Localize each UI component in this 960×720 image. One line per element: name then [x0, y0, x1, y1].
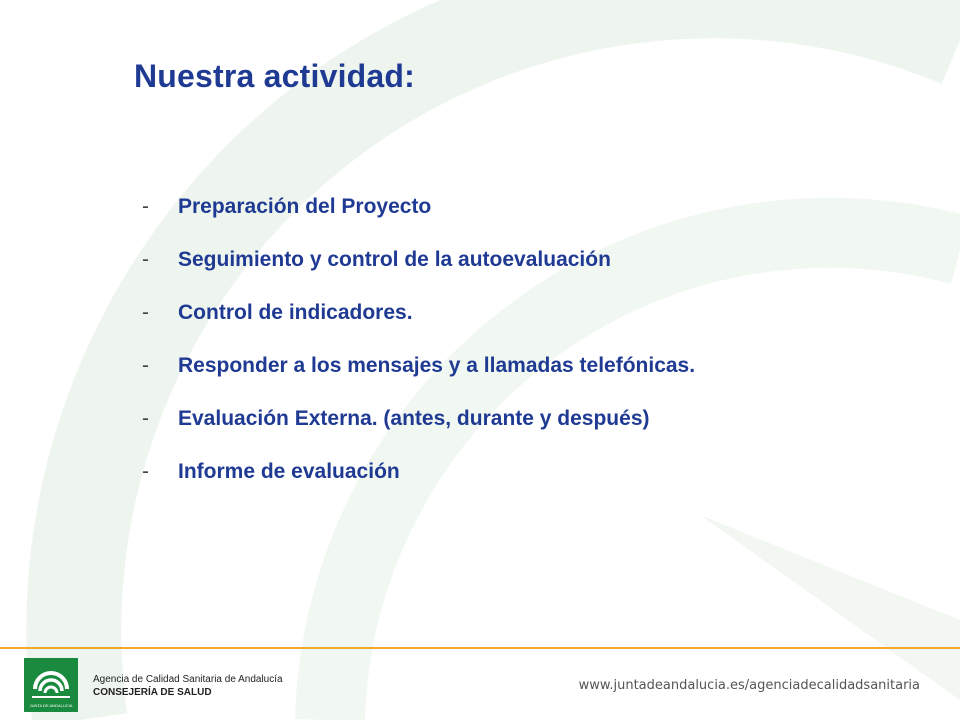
agency-name: Agencia de Calidad Sanitaria de Andalucía [93, 674, 283, 685]
organization-name [93, 674, 283, 698]
bullet-item [142, 180, 695, 233]
bullet-item [142, 392, 695, 445]
bullet-dash: - [142, 300, 149, 324]
bullet-list [142, 180, 695, 498]
bullet-text: Seguimiento y control de la autoevaluación [178, 247, 611, 271]
footer-url[interactable]: www.juntadeandalucia.es/agenciadecalidadsanitaria [578, 678, 920, 693]
slide-title: Nuestra actividad: [134, 58, 416, 94]
bullet-text: Control de indicadores. [178, 300, 413, 324]
logo-caption: JUNTA DE ANDALUCIA [29, 703, 73, 708]
bullet-item [142, 339, 695, 392]
logo-arcs-icon [24, 658, 78, 712]
background-wedge [700, 515, 960, 700]
bullet-dash: - [142, 353, 149, 377]
bullet-item [142, 233, 695, 286]
junta-andalucia-logo [24, 658, 78, 712]
bullet-text: Preparación del Proyecto [178, 194, 432, 218]
footer-divider [0, 647, 960, 649]
bullet-text: Responder a los mensajes y a llamadas telefónicas. [178, 353, 696, 377]
bullet-text: Informe de evaluación [178, 459, 400, 483]
bullet-item [142, 445, 695, 498]
bullet-dash: - [142, 459, 149, 483]
bullet-dash: - [142, 194, 149, 218]
ministry-name: CONSEJERÍA DE SALUD [93, 687, 212, 698]
bullet-dash: - [142, 247, 149, 271]
bullet-item [142, 286, 695, 339]
bullet-dash: - [142, 406, 149, 430]
bullet-text: Evaluación Externa. (antes, durante y después) [178, 406, 650, 430]
